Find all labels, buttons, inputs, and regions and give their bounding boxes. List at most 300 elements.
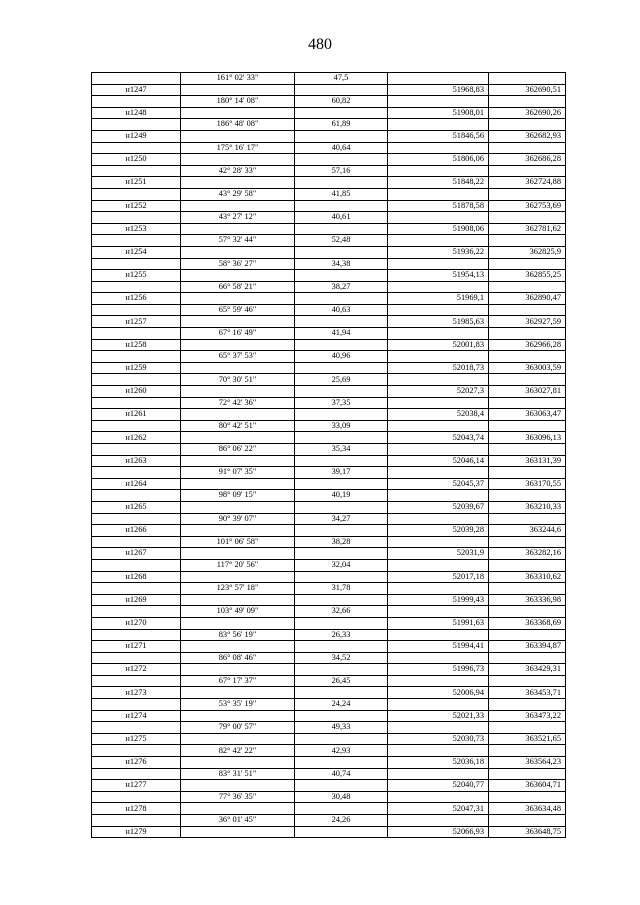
x-coordinate-cell: 51991,63 — [388, 617, 489, 629]
direction-angle-cell: 103° 49' 09" — [181, 606, 295, 618]
direction-angle-cell — [181, 455, 295, 467]
point-row — [92, 548, 566, 560]
distance-cell — [295, 107, 388, 119]
x-coordinate-cell: 51994,41 — [388, 641, 489, 653]
x-coordinate-cell: 51996,73 — [388, 664, 489, 676]
y-coordinate-cell — [489, 652, 566, 664]
point-row — [92, 246, 566, 258]
point-name-cell: н1259 — [92, 362, 181, 374]
segment-row — [92, 768, 566, 780]
x-coordinate-cell: 51985,63 — [388, 316, 489, 328]
direction-angle-cell: 101° 06' 58" — [181, 536, 295, 548]
x-coordinate-cell — [388, 188, 489, 200]
direction-angle-cell: 67° 17' 37" — [181, 675, 295, 687]
point-name-cell — [92, 745, 181, 757]
point-name-cell — [92, 73, 181, 85]
direction-angle-cell: 98° 09' 15" — [181, 490, 295, 502]
distance-cell — [295, 362, 388, 374]
point-name-cell — [92, 397, 181, 409]
direction-angle-cell — [181, 617, 295, 629]
distance-cell — [295, 641, 388, 653]
y-coordinate-cell — [489, 281, 566, 293]
distance-cell: 32,66 — [295, 606, 388, 618]
distance-cell: 40,74 — [295, 768, 388, 780]
point-row — [92, 293, 566, 305]
direction-angle-cell: 161° 02' 33" — [181, 73, 295, 85]
distance-cell — [295, 154, 388, 166]
x-coordinate-cell — [388, 791, 489, 803]
distance-cell — [295, 617, 388, 629]
segment-row — [92, 142, 566, 154]
point-name-cell — [92, 768, 181, 780]
point-row — [92, 362, 566, 374]
y-coordinate-cell — [489, 96, 566, 108]
y-coordinate-cell: 363244,6 — [489, 525, 566, 537]
x-coordinate-cell: 51908,01 — [388, 107, 489, 119]
segment-row — [92, 513, 566, 525]
point-name-cell: н1247 — [92, 84, 181, 96]
y-coordinate-cell — [489, 791, 566, 803]
distance-cell: 40,63 — [295, 304, 388, 316]
x-coordinate-cell — [388, 490, 489, 502]
point-name-cell: н1249 — [92, 130, 181, 142]
distance-cell: 34,27 — [295, 513, 388, 525]
point-name-cell: н1253 — [92, 223, 181, 235]
direction-angle-cell — [181, 803, 295, 815]
direction-angle-cell — [181, 641, 295, 653]
point-name-cell: н1268 — [92, 571, 181, 583]
point-name-cell: н1276 — [92, 757, 181, 769]
y-coordinate-cell — [489, 606, 566, 618]
y-coordinate-cell — [489, 467, 566, 479]
segment-row — [92, 467, 566, 479]
x-coordinate-cell — [388, 374, 489, 386]
segment-row — [92, 165, 566, 177]
distance-cell — [295, 664, 388, 676]
segment-row — [92, 119, 566, 131]
direction-angle-cell: 65° 59' 46" — [181, 304, 295, 316]
direction-angle-cell: 42° 28' 33" — [181, 165, 295, 177]
x-coordinate-cell — [388, 165, 489, 177]
segment-row — [92, 583, 566, 595]
x-coordinate-cell: 52039,67 — [388, 501, 489, 513]
distance-cell — [295, 200, 388, 212]
distance-cell — [295, 594, 388, 606]
y-coordinate-cell: 362781,62 — [489, 223, 566, 235]
point-name-cell — [92, 304, 181, 316]
x-coordinate-cell — [388, 397, 489, 409]
y-coordinate-cell — [489, 258, 566, 270]
distance-cell: 35,34 — [295, 444, 388, 456]
direction-angle-cell: 91° 07' 35" — [181, 467, 295, 479]
x-coordinate-cell: 51806,06 — [388, 154, 489, 166]
segment-row — [92, 629, 566, 641]
distance-cell: 41,85 — [295, 188, 388, 200]
direction-angle-cell — [181, 270, 295, 282]
distance-cell: 38,27 — [295, 281, 388, 293]
x-coordinate-cell: 51968,83 — [388, 84, 489, 96]
y-coordinate-cell: 363564,23 — [489, 757, 566, 769]
point-row — [92, 594, 566, 606]
point-row — [92, 780, 566, 792]
direction-angle-cell: 83° 31' 51" — [181, 768, 295, 780]
segment-row — [92, 397, 566, 409]
distance-cell: 26,33 — [295, 629, 388, 641]
x-coordinate-cell: 51878,58 — [388, 200, 489, 212]
segment-row — [92, 420, 566, 432]
table-body — [92, 73, 566, 838]
distance-cell: 40,96 — [295, 351, 388, 363]
distance-cell: 40,61 — [295, 212, 388, 224]
y-coordinate-cell: 362690,26 — [489, 107, 566, 119]
point-name-cell — [92, 606, 181, 618]
distance-cell — [295, 246, 388, 258]
direction-angle-cell — [181, 548, 295, 560]
point-name-cell — [92, 444, 181, 456]
segment-row — [92, 374, 566, 386]
direction-angle-cell — [181, 664, 295, 676]
point-name-cell: н1252 — [92, 200, 181, 212]
point-row — [92, 270, 566, 282]
distance-cell — [295, 803, 388, 815]
direction-angle-cell: 70° 30' 51" — [181, 374, 295, 386]
segment-row — [92, 536, 566, 548]
point-row — [92, 710, 566, 722]
direction-angle-cell — [181, 826, 295, 838]
y-coordinate-cell: 363604,71 — [489, 780, 566, 792]
point-row — [92, 733, 566, 745]
y-coordinate-cell: 362690,51 — [489, 84, 566, 96]
segment-row — [92, 699, 566, 711]
x-coordinate-cell: 52066,93 — [388, 826, 489, 838]
x-coordinate-cell: 52040,77 — [388, 780, 489, 792]
point-name-cell — [92, 629, 181, 641]
segment-row — [92, 304, 566, 316]
distance-cell — [295, 177, 388, 189]
point-row — [92, 571, 566, 583]
point-name-cell — [92, 722, 181, 734]
point-name-cell: н1258 — [92, 339, 181, 351]
distance-cell — [295, 525, 388, 537]
direction-angle-cell — [181, 200, 295, 212]
segment-row — [92, 258, 566, 270]
distance-cell: 24,26 — [295, 815, 388, 827]
distance-cell — [295, 270, 388, 282]
direction-angle-cell — [181, 362, 295, 374]
x-coordinate-cell — [388, 304, 489, 316]
direction-angle-cell: 80° 42' 51" — [181, 420, 295, 432]
segment-row — [92, 722, 566, 734]
direction-angle-cell — [181, 386, 295, 398]
y-coordinate-cell: 363170,55 — [489, 478, 566, 490]
point-name-cell: н1250 — [92, 154, 181, 166]
direction-angle-cell — [181, 293, 295, 305]
y-coordinate-cell — [489, 235, 566, 247]
direction-angle-cell: 43° 29' 58" — [181, 188, 295, 200]
distance-cell — [295, 316, 388, 328]
direction-angle-cell — [181, 687, 295, 699]
point-name-cell: н1269 — [92, 594, 181, 606]
segment-row — [92, 73, 566, 85]
y-coordinate-cell — [489, 165, 566, 177]
x-coordinate-cell — [388, 513, 489, 525]
y-coordinate-cell: 363453,71 — [489, 687, 566, 699]
distance-cell — [295, 548, 388, 560]
y-coordinate-cell: 362825,9 — [489, 246, 566, 258]
point-name-cell — [92, 513, 181, 525]
x-coordinate-cell: 52031,9 — [388, 548, 489, 560]
y-coordinate-cell: 363282,16 — [489, 548, 566, 560]
distance-cell: 33,09 — [295, 420, 388, 432]
x-coordinate-cell: 52038,4 — [388, 409, 489, 421]
y-coordinate-cell — [489, 559, 566, 571]
y-coordinate-cell: 362855,25 — [489, 270, 566, 282]
x-coordinate-cell: 52006,94 — [388, 687, 489, 699]
point-row — [92, 177, 566, 189]
x-coordinate-cell — [388, 444, 489, 456]
direction-angle-cell: 180° 14' 08" — [181, 96, 295, 108]
point-name-cell: н1271 — [92, 641, 181, 653]
y-coordinate-cell: 363063,47 — [489, 409, 566, 421]
direction-angle-cell: 82° 42' 22" — [181, 745, 295, 757]
direction-angle-cell: 90° 39' 07" — [181, 513, 295, 525]
x-coordinate-cell: 52021,33 — [388, 710, 489, 722]
direction-angle-cell — [181, 107, 295, 119]
x-coordinate-cell: 52001,83 — [388, 339, 489, 351]
x-coordinate-cell: 51954,13 — [388, 270, 489, 282]
distance-cell: 37,35 — [295, 397, 388, 409]
point-name-cell — [92, 559, 181, 571]
distance-cell — [295, 455, 388, 467]
direction-angle-cell: 117° 20' 56" — [181, 559, 295, 571]
direction-angle-cell — [181, 84, 295, 96]
direction-angle-cell: 77° 36' 35" — [181, 791, 295, 803]
point-row — [92, 339, 566, 351]
point-row — [92, 386, 566, 398]
direction-angle-cell — [181, 130, 295, 142]
segment-row — [92, 444, 566, 456]
point-name-cell: н1278 — [92, 803, 181, 815]
segment-row — [92, 606, 566, 618]
direction-angle-cell: 67° 16' 49" — [181, 328, 295, 340]
y-coordinate-cell: 363521,65 — [489, 733, 566, 745]
direction-angle-cell: 86° 06' 22" — [181, 444, 295, 456]
y-coordinate-cell — [489, 444, 566, 456]
x-coordinate-cell — [388, 96, 489, 108]
y-coordinate-cell: 363473,22 — [489, 710, 566, 722]
distance-cell — [295, 733, 388, 745]
x-coordinate-cell — [388, 745, 489, 757]
segment-row — [92, 212, 566, 224]
direction-angle-cell: 123° 57' 18" — [181, 583, 295, 595]
point-name-cell: н1255 — [92, 270, 181, 282]
point-name-cell — [92, 351, 181, 363]
y-coordinate-cell — [489, 304, 566, 316]
distance-cell — [295, 386, 388, 398]
y-coordinate-cell: 362753,69 — [489, 200, 566, 212]
point-name-cell — [92, 652, 181, 664]
point-name-cell — [92, 142, 181, 154]
x-coordinate-cell — [388, 536, 489, 548]
direction-angle-cell: 57° 32' 44" — [181, 235, 295, 247]
y-coordinate-cell — [489, 374, 566, 386]
direction-angle-cell: 43° 27' 12" — [181, 212, 295, 224]
point-row — [92, 757, 566, 769]
direction-angle-cell: 72° 42' 36" — [181, 397, 295, 409]
point-name-cell: н1279 — [92, 826, 181, 838]
point-name-cell: н1262 — [92, 432, 181, 444]
distance-cell — [295, 826, 388, 838]
direction-angle-cell: 86° 08' 46" — [181, 652, 295, 664]
y-coordinate-cell — [489, 768, 566, 780]
x-coordinate-cell: 51969,1 — [388, 293, 489, 305]
distance-cell: 40,64 — [295, 142, 388, 154]
x-coordinate-cell: 52018,73 — [388, 362, 489, 374]
x-coordinate-cell — [388, 119, 489, 131]
point-name-cell — [92, 96, 181, 108]
y-coordinate-cell — [489, 351, 566, 363]
segment-row — [92, 675, 566, 687]
distance-cell: 25,69 — [295, 374, 388, 386]
x-coordinate-cell — [388, 467, 489, 479]
distance-cell — [295, 710, 388, 722]
point-name-cell — [92, 188, 181, 200]
distance-cell — [295, 687, 388, 699]
direction-angle-cell — [181, 432, 295, 444]
distance-cell: 39,17 — [295, 467, 388, 479]
segment-row — [92, 281, 566, 293]
y-coordinate-cell: 363003,59 — [489, 362, 566, 374]
point-row — [92, 803, 566, 815]
x-coordinate-cell: 52043,74 — [388, 432, 489, 444]
point-name-cell — [92, 583, 181, 595]
segment-row — [92, 652, 566, 664]
distance-cell: 32,04 — [295, 559, 388, 571]
x-coordinate-cell — [388, 258, 489, 270]
point-name-cell: н1264 — [92, 478, 181, 490]
distance-cell: 34,52 — [295, 652, 388, 664]
point-name-cell: н1257 — [92, 316, 181, 328]
point-name-cell — [92, 281, 181, 293]
direction-angle-cell — [181, 571, 295, 583]
point-name-cell — [92, 490, 181, 502]
x-coordinate-cell — [388, 606, 489, 618]
x-coordinate-cell: 51848,22 — [388, 177, 489, 189]
distance-cell — [295, 432, 388, 444]
direction-angle-cell: 186° 48' 08" — [181, 119, 295, 131]
segment-row — [92, 559, 566, 571]
direction-angle-cell — [181, 594, 295, 606]
y-coordinate-cell — [489, 583, 566, 595]
direction-angle-cell — [181, 757, 295, 769]
distance-cell: 42,93 — [295, 745, 388, 757]
y-coordinate-cell — [489, 699, 566, 711]
y-coordinate-cell — [489, 119, 566, 131]
y-coordinate-cell: 363648,75 — [489, 826, 566, 838]
y-coordinate-cell: 363394,87 — [489, 641, 566, 653]
direction-angle-cell — [181, 478, 295, 490]
x-coordinate-cell — [388, 351, 489, 363]
distance-cell — [295, 130, 388, 142]
distance-cell: 60,82 — [295, 96, 388, 108]
segment-row — [92, 490, 566, 502]
y-coordinate-cell — [489, 629, 566, 641]
point-row — [92, 641, 566, 653]
segment-row — [92, 235, 566, 247]
direction-angle-cell — [181, 246, 295, 258]
point-row — [92, 617, 566, 629]
point-name-cell: н1275 — [92, 733, 181, 745]
y-coordinate-cell: 363368,69 — [489, 617, 566, 629]
point-name-cell: н1265 — [92, 501, 181, 513]
y-coordinate-cell — [489, 212, 566, 224]
y-coordinate-cell: 362927,59 — [489, 316, 566, 328]
point-name-cell: н1272 — [92, 664, 181, 676]
x-coordinate-cell: 52027,3 — [388, 386, 489, 398]
y-coordinate-cell — [489, 397, 566, 409]
point-name-cell — [92, 119, 181, 131]
y-coordinate-cell: 363210,33 — [489, 501, 566, 513]
point-row — [92, 501, 566, 513]
segment-row — [92, 791, 566, 803]
y-coordinate-cell — [489, 420, 566, 432]
distance-cell: 24,24 — [295, 699, 388, 711]
y-coordinate-cell — [489, 536, 566, 548]
distance-cell: 52,48 — [295, 235, 388, 247]
direction-angle-cell: 53° 35' 19" — [181, 699, 295, 711]
distance-cell: 30,48 — [295, 791, 388, 803]
distance-cell — [295, 478, 388, 490]
point-name-cell — [92, 815, 181, 827]
y-coordinate-cell — [489, 73, 566, 85]
direction-angle-cell — [181, 710, 295, 722]
point-row — [92, 84, 566, 96]
x-coordinate-cell: 52030,73 — [388, 733, 489, 745]
segment-row — [92, 188, 566, 200]
segment-row — [92, 351, 566, 363]
y-coordinate-cell — [489, 328, 566, 340]
point-row — [92, 130, 566, 142]
point-name-cell: н1274 — [92, 710, 181, 722]
x-coordinate-cell: 52045,37 — [388, 478, 489, 490]
point-name-cell: н1256 — [92, 293, 181, 305]
point-row — [92, 664, 566, 676]
direction-angle-cell — [181, 154, 295, 166]
distance-cell: 31,78 — [295, 583, 388, 595]
x-coordinate-cell — [388, 675, 489, 687]
y-coordinate-cell: 363131,39 — [489, 455, 566, 467]
y-coordinate-cell — [489, 815, 566, 827]
distance-cell: 34,38 — [295, 258, 388, 270]
point-name-cell: н1251 — [92, 177, 181, 189]
distance-cell: 40,19 — [295, 490, 388, 502]
point-name-cell — [92, 328, 181, 340]
y-coordinate-cell: 363027,81 — [489, 386, 566, 398]
point-name-cell — [92, 420, 181, 432]
point-row — [92, 432, 566, 444]
x-coordinate-cell — [388, 142, 489, 154]
x-coordinate-cell — [388, 722, 489, 734]
x-coordinate-cell — [388, 699, 489, 711]
x-coordinate-cell — [388, 328, 489, 340]
y-coordinate-cell — [489, 142, 566, 154]
boundary-coordinates-table — [91, 72, 566, 838]
direction-angle-cell — [181, 339, 295, 351]
direction-angle-cell — [181, 525, 295, 537]
x-coordinate-cell: 51936,22 — [388, 246, 489, 258]
distance-cell: 41,94 — [295, 328, 388, 340]
y-coordinate-cell — [489, 513, 566, 525]
